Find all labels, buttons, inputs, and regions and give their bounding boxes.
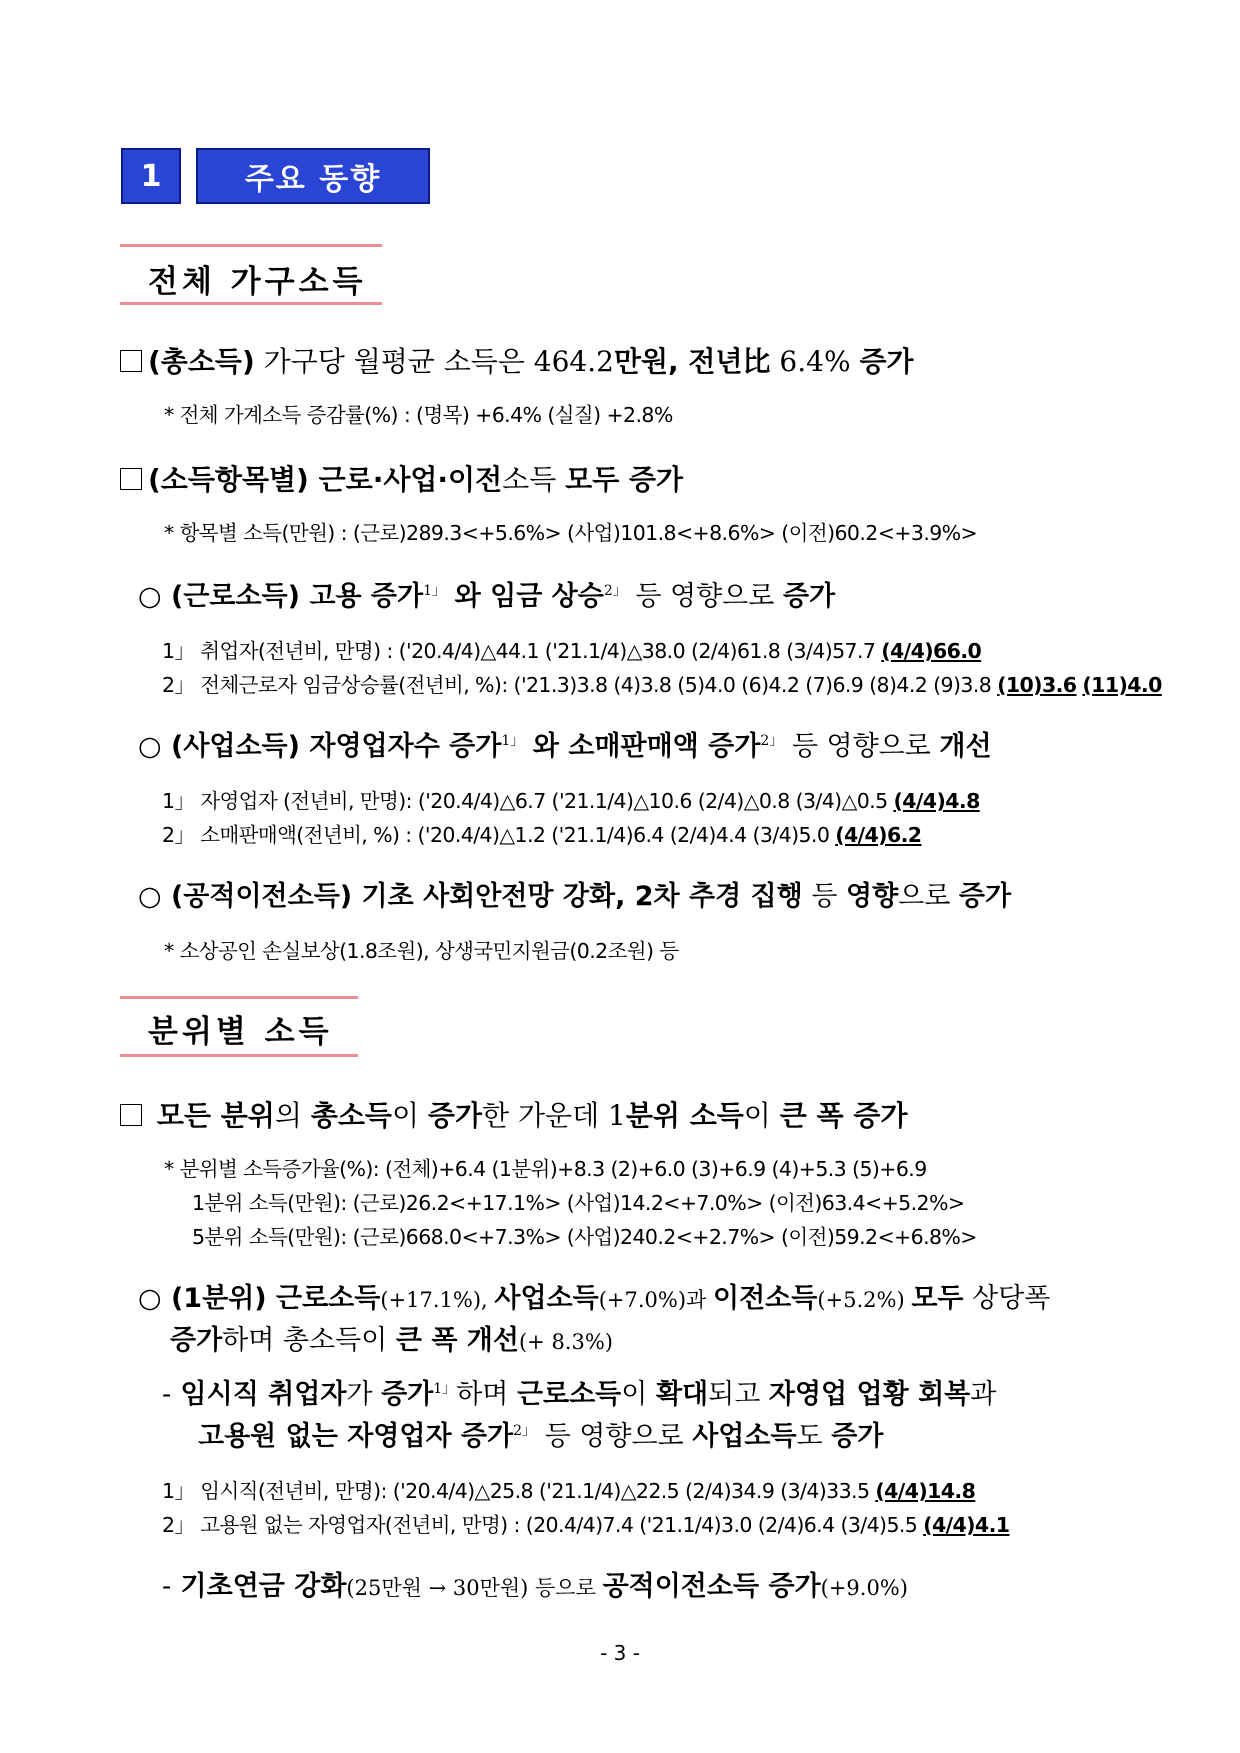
- sub-heading-top-line: [120, 996, 358, 999]
- paragraph-quintile: 모든 분위의 총소득이 증가한 가운데 1분위 소득이 큰 폭 증가: [120, 1094, 907, 1134]
- note-q1-income: 1분위 소득(만원): (근로)26.2<+17.1%> (사업)14.2<+7.0%> (이전)63.4<+5.2%>: [192, 1191, 965, 1215]
- bullet-business-income: ○ (사업소득) 자영업자수 증가$^{1」}$ 와 소매판매액 증가$^{2」}$ 등 영향으로 개선: [138, 731, 992, 762]
- sub-heading-bottom-line: [120, 302, 382, 305]
- sub-heading-total-income: 전체 가구소득: [148, 264, 367, 300]
- note-income-items: * 항목별 소득(만원) : (근로)289.3<+5.6%> (사업)101.8<+8.6%> (이전)60.2<+3.9%>: [164, 521, 978, 545]
- section-title: 주요 동향: [196, 148, 430, 204]
- bullet-q1-income-cont: 증가하며 총소득이 큰 폭 개선(+ 8.3%): [170, 1325, 613, 1356]
- checkbox-square-icon: [120, 468, 142, 490]
- bullet-labor-income: ○ (근로소득) 고용 증가$^{1」}$ 와 임금 상승$^{2」}$ 등 영향으로 증가: [138, 581, 836, 612]
- bullet-public-transfer: ○ (공적이전소득) 기초 사회안전망 강화, 2차 추경 집행 등 영향으로 증가: [138, 881, 1012, 912]
- page-number: - 3 -: [600, 1641, 640, 1665]
- note-quintile-growth: * 분위별 소득증가율(%): (전체)+6.4 (1분위)+8.3 (2)+6.0 (3)+6.9 (4)+5.3 (5)+6.9: [164, 1157, 927, 1181]
- footnote-temp-workers: 1」 임시직(전년비, 만명): ('20.4/4)△25.8 ('21.1/4)△22.5 (2/4)34.9 (3/4)33.5 (4/4)14.8: [162, 1479, 976, 1503]
- checkbox-square-icon: [120, 1104, 142, 1126]
- footnote-self-employed: 1」 자영업자 (전년비, 만명): ('20.4/4)△6.7 ('21.1/4)△10.6 (2/4)△0.8 (3/4)△0.5 (4/4)4.8: [162, 789, 980, 813]
- section-number: 1: [121, 148, 181, 204]
- bullet-q1-income: ○ (1분위) 근로소득(+17.1%), 사업소득(+7.0%)과 이전소득(+5.2%) 모두 상당폭: [138, 1283, 1051, 1314]
- footnote-wage-growth: 2」 전체근로자 임금상승률(전년비, %): ('21.3)3.8 (4)3.8 (5)4.0 (6)4.2 (7)6.9 (8)4.2 (9)3.8 (10)3.6 (11)4.0: [162, 673, 1162, 697]
- footnote-retail-sales: 2」 소매판매액(전년비, %) : ('20.4/4)△1.2 ('21.1/4)6.4 (2/4)4.4 (3/4)5.0 (4/4)6.2: [162, 823, 922, 847]
- checkbox-square-icon: [120, 350, 142, 372]
- sub-heading-top-line: [120, 244, 382, 247]
- footnote-self-employed-no-staff: 2」 고용원 없는 자영업자(전년비, 만명) : (20.4/4)7.4 ('21.1/4)3.0 (2/4)6.4 (3/4)5.5 (4/4)4.1: [162, 1513, 1010, 1537]
- note-q5-income: 5분위 소득(만원): (근로)668.0<+7.3%> (사업)240.2<+2.7%> (이전)59.2<+6.8%>: [192, 1225, 977, 1249]
- note-total-income: * 전체 가계소득 증감률(%) : (명목) +6.4% (실질) +2.8%: [164, 403, 673, 427]
- footnote-employment: 1」 취업자(전년비, 만명) : ('20.4/4)△44.1 ('21.1/4)△38.0 (2/4)61.8 (3/4)57.7 (4/4)66.0: [162, 639, 982, 663]
- sub-heading-quintile-income: 분위별 소득: [148, 1014, 333, 1050]
- note-public-transfer: * 소상공인 손실보상(1.8조원), 상생국민지원금(0.2조원) 등: [164, 939, 679, 963]
- sub-heading-bottom-line: [120, 1054, 358, 1057]
- dash-temp-workers: - 임시직 취업자가 증가$^{1」}$하며 근로소득이 확대되고 자영업 업황 회복과: [162, 1379, 997, 1410]
- paragraph-total-income: (총소득) 가구당 월평균 소득은 464.2만원, 전년比 6.4% 증가: [120, 340, 914, 380]
- dash-temp-workers-cont: 고용원 없는 자영업자 증가$^{2」}$ 등 영향으로 사업소득도 증가: [198, 1421, 884, 1452]
- paragraph-income-items: (소득항목별) 근로·사업·이전소득 모두 증가: [120, 458, 683, 498]
- dash-basic-pension: - 기초연금 강화(25만원 → 30만원) 등으로 공적이전소득 증가(+9.0%): [162, 1571, 908, 1602]
